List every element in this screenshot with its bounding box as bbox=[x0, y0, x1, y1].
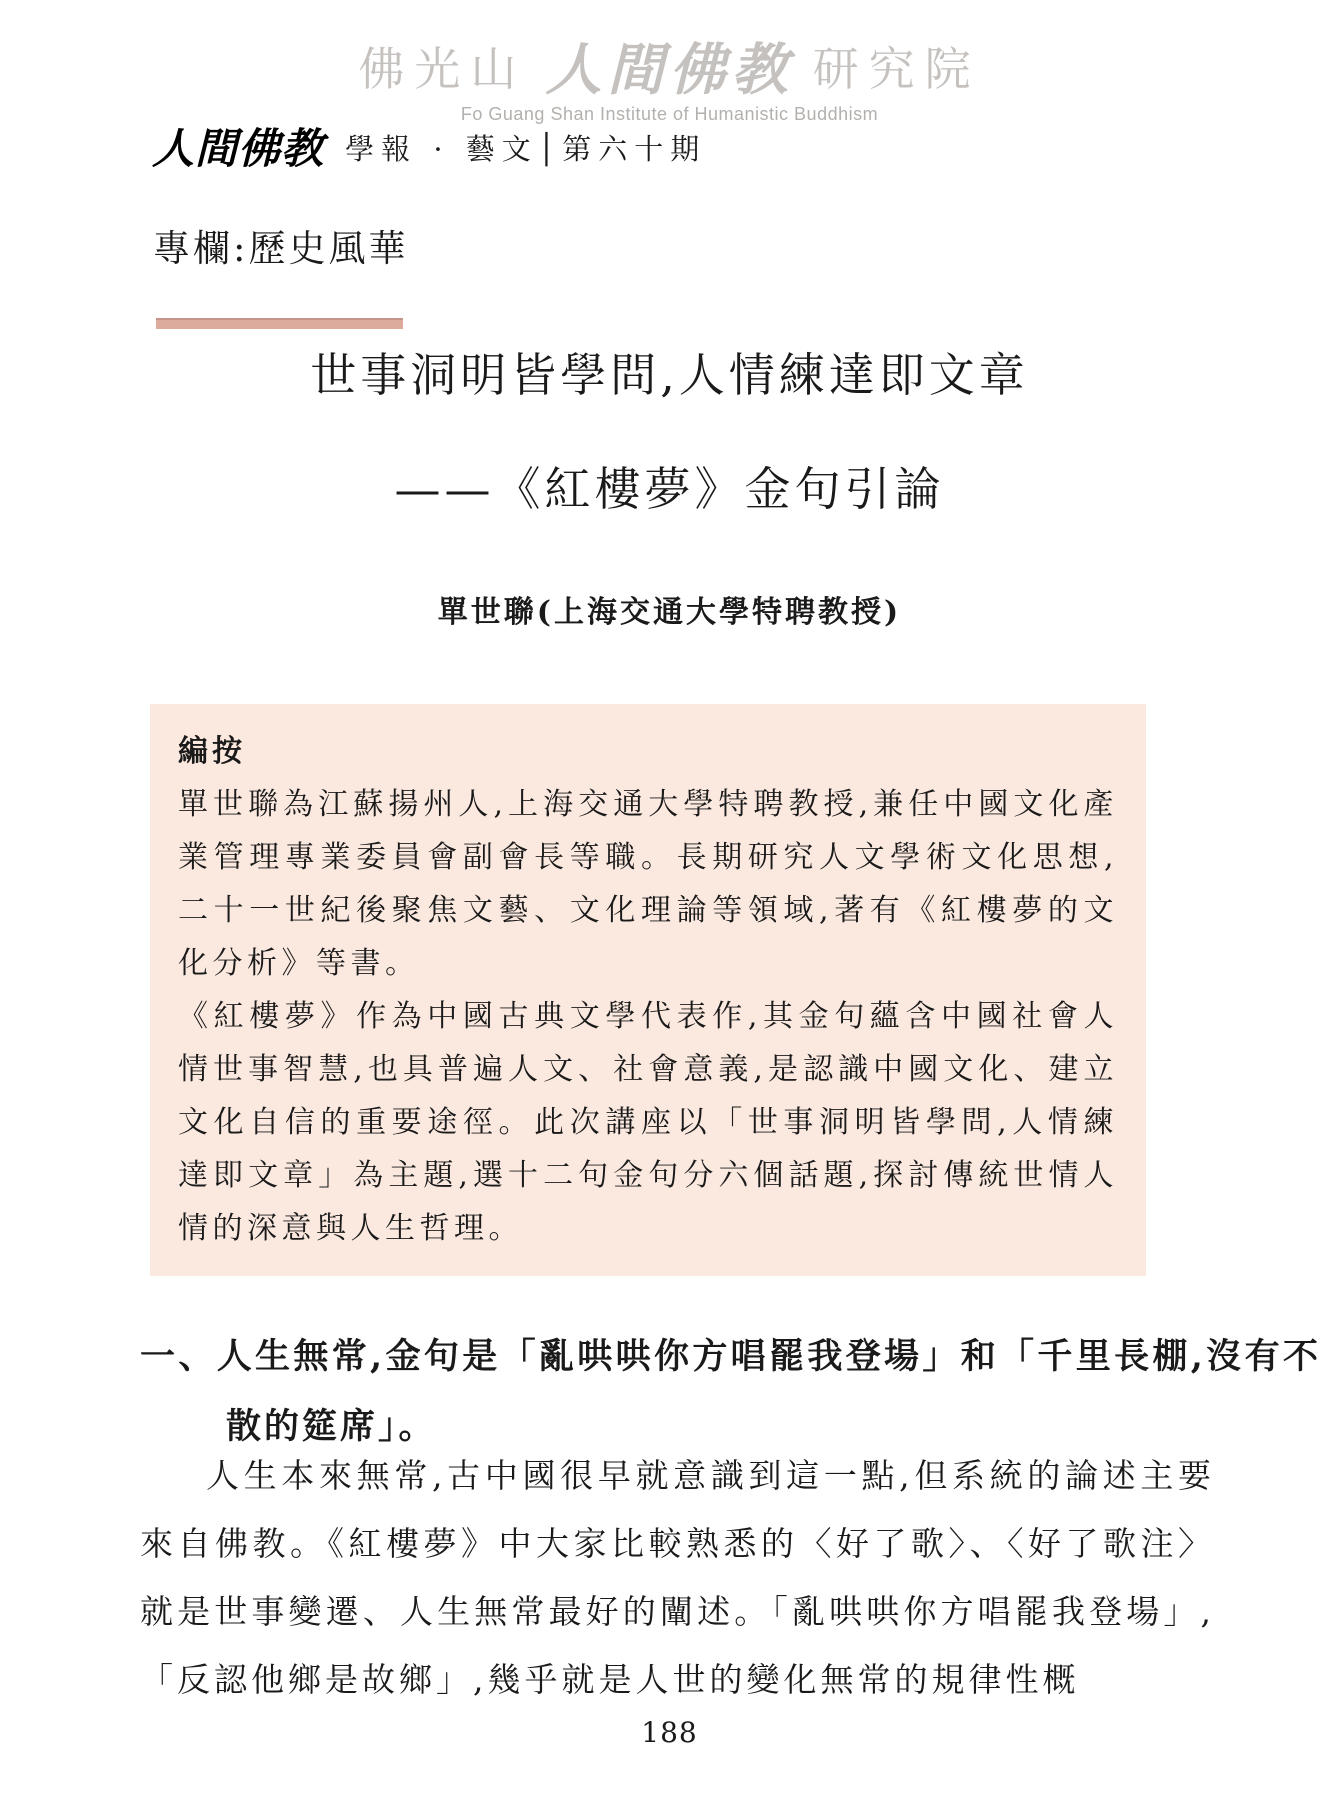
body-paragraph: 人生本來無常,古中國很早就意識到這一點,但系統的論述主要來自佛教。《紅樓夢》中大家比較熟悉的〈好了歌〉、〈好了歌注〉就是世事變遷、人生無常最好的闡述。「亂哄哄你方唱罷我登場」,「反認他鄉是故鄉」,幾乎就是人世的變化無常的規律性概 bbox=[140, 1456, 1215, 1699]
journal-brand-calligraphy: 人間佛教 bbox=[152, 124, 325, 173]
article-title-line2: ——《紅樓夢》金句引論 bbox=[394, 462, 945, 516]
logo-text-foguangshan: 佛光山 bbox=[358, 42, 527, 96]
article-title-line1: 世事洞明皆學問,人情練達即文章 bbox=[310, 348, 1029, 402]
article-author: 單世聯(上海交通大學特聘教授) bbox=[437, 595, 902, 630]
column-label: 專欄:歷史風華 bbox=[153, 227, 409, 270]
editor-note-label: 編按 bbox=[178, 734, 246, 769]
editor-note-paragraph: 《紅樓夢》作為中國古典文學代表作,其金句蘊含中國社會人情世事智慧,也具普遍人文、社會意義,是認識中國文化、建立文化自信的重要途徑。此次講座以「世事洞明皆學問,人情練達即文章」為主題,選十二句金句分六個話題,探討傳統世情人情的深意與人生哲理。 bbox=[178, 999, 1118, 1246]
editor-note-box bbox=[150, 704, 1146, 1276]
journal-brand-line bbox=[152, 124, 707, 173]
institute-logo bbox=[0, 37, 1339, 103]
section-heading bbox=[140, 1322, 1321, 1462]
logo-calligraphy-humanistic-buddhism: 人間佛教 bbox=[545, 37, 794, 103]
article-title bbox=[0, 348, 1339, 516]
section-heading-text: 人生無常,金句是「亂哄哄你方唱罷我登場」和「千里長棚,沒有不散的筵席」。 bbox=[216, 1336, 1321, 1447]
column-underline-bar bbox=[156, 318, 403, 329]
logo-text-institute: 研究院 bbox=[812, 42, 981, 96]
page-number: 188 bbox=[641, 1716, 698, 1749]
section-heading-marker: 一、 bbox=[140, 1336, 217, 1377]
journal-issue-info: 學報 · 藝文│第六十期 bbox=[345, 132, 707, 166]
institute-subtitle-english: Fo Guang Shan Institute of Humanistic Buddhism bbox=[460, 104, 879, 124]
editor-note-paragraph: 單世聯為江蘇揚州人,上海交通大學特聘教授,兼任中國文化產業管理專業委員會副會長等職。長期研究人文學術文化思想,二十一世紀後聚焦文藝、文化理論等領域,著有《紅樓夢的文化分析》等書。 bbox=[178, 787, 1118, 981]
